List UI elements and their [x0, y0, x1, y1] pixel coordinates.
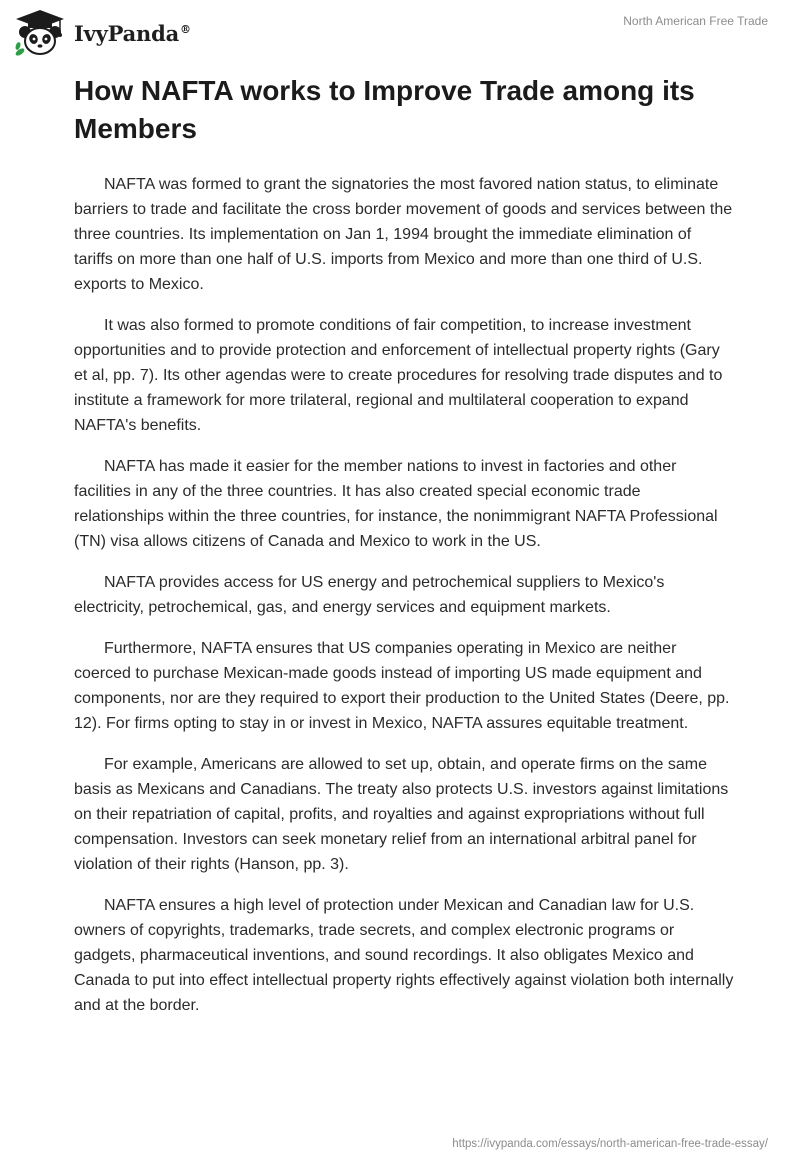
paragraph: NAFTA was formed to grant the signatories the most favored nation status, to eliminate barriers to trade and facilitate the cross border movement of goods and services between the three countries. Its implementation on Jan 1, 1994 brought the immediate elimination of tariffs on more than one half of U.S. imports from Mexico and more than one third of U.S. exports to Mexico.	[74, 176, 733, 293]
paragraph: For example, Americans are allowed to set up, obtain, and operate firms on the same basis as Mexicans and Canadians. The treaty also protects U.S. investors against limitations on their repatriation of capital, profits, and royalties and against expropriations without full compensation. Investors can seek monetary relief from an international arbitral panel for violation of their rights (Hanson, pp. 3).	[74, 756, 729, 873]
paragraph: It was also formed to promote conditions of fair competition, to increase investment opportunities and to provide protection and enforcement of intellectual property rights (Gary et al, pp. 7). Its other agendas were to create procedures for resolving trade disputes and to institute a framework for more trilateral, regional and multilateral cooperation to expand NAFTA's benefits.	[74, 317, 723, 434]
paragraph: Furthermore, NAFTA ensures that US companies operating in Mexico are neither coerced to purchase Mexican-made goods instead of importing US made equipment and components, nor are they required to export their production to the United States (Deere, pp. 12). For firms opting to stay in or invest in Mexico, NAFTA assures equitable treatment.	[74, 640, 730, 732]
essay-topic-label: North American Free Trade	[623, 14, 768, 28]
page-header	[0, 0, 800, 64]
paragraph: NAFTA has made it easier for the member nations to invest in factories and other facilities in any of the three countries. It has also created special economic trade relationships within the three countries, for instance, the nonimmigrant NAFTA Professional (TN) visa allows citizens of Canada and Mexico to work in the US.	[74, 458, 718, 550]
page-title: How NAFTA works to Improve Trade among its Members	[74, 75, 695, 144]
paragraph: NAFTA ensures a high level of protection under Mexican and Canadian law for U.S. owners of copyrights, trademarks, trade secrets, and complex electronic programs or gadgets, pharmaceutical inventions, and sound recordings. It also obligates Mexico and Canada to put into effect intellectual property rights effectively against violation both internally and at the border.	[74, 897, 734, 1014]
panda-graduation-cap-icon	[14, 8, 66, 58]
article-body	[74, 172, 734, 1034]
logo-wordmark: IvyPanda®	[74, 20, 191, 46]
paragraph: NAFTA provides access for US energy and petrochemical suppliers to Mexico's electricity, petrochemical, gas, and energy services and equipment markets.	[74, 574, 665, 616]
ivypanda-logo[interactable]	[14, 8, 191, 58]
source-url[interactable]: https://ivypanda.com/essays/north-american-free-trade-essay/	[452, 1138, 768, 1150]
